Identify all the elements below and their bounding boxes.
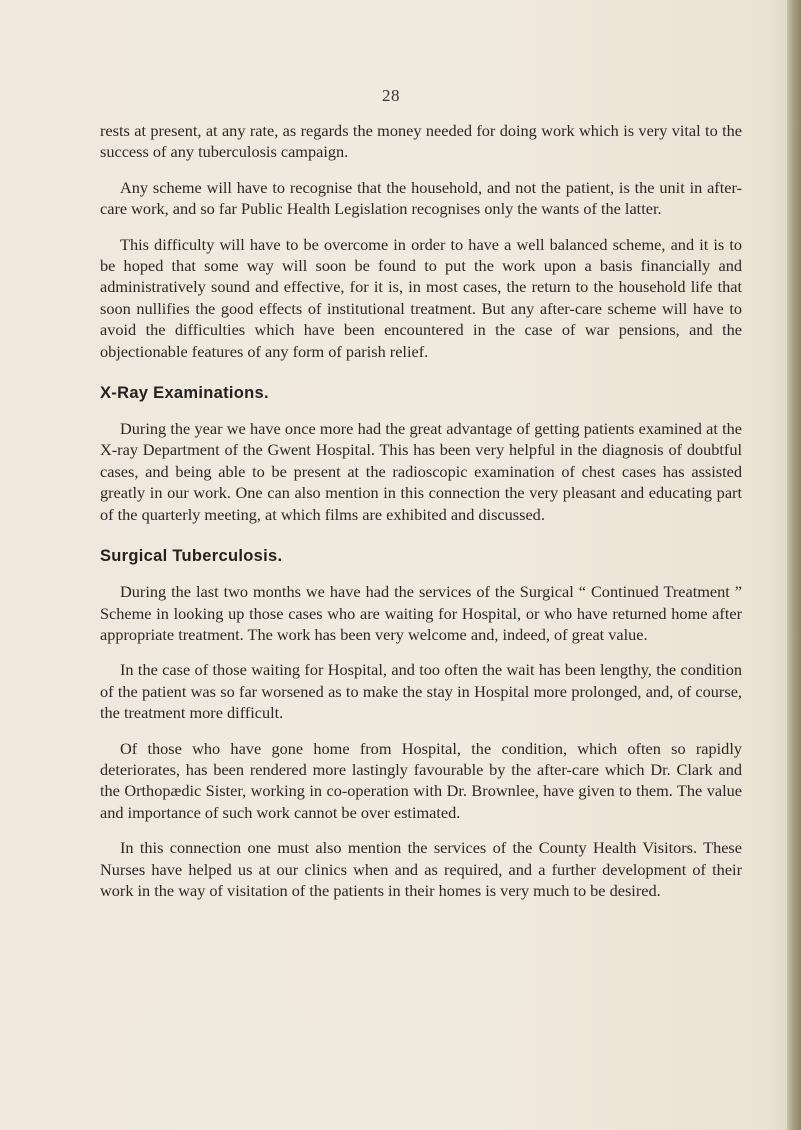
paragraph-xray: During the year we have once more had the great advantage of getting patients examined at the X-ray Department of the Gwent Hospital. This has been very helpful in the diagnosis of doubtful cases, and being able to be present at the radioscopic examination of chest cases has assisted greatly in our work. One can also mention in this connection the very pleasant and educating part of the quarterly meeting, at which films are exhibited and discussed. bbox=[100, 419, 742, 524]
paragraph-surgical-2: In the case of those waiting for Hospital, and too often the wait has been lengthy, the condition of the patient was so far worsened as to make the stay in Hospital more prolonged, and, of course, the treatment more difficult. bbox=[100, 660, 742, 723]
page-edge bbox=[787, 0, 801, 1130]
paragraph-household: Any scheme will have to recognise that the household, and not the patient, is the unit in after-care work, and so far Public Health Legislation recognises only the wants of the latter. bbox=[100, 177, 742, 219]
paragraph-continued: rests at present, at any rate, as regards the money needed for doing work which is very vital to the success of any tuberculosis campaign. bbox=[100, 121, 742, 162]
paragraph-difficulty: This difficulty will have to be overcome in order to have a well balanced scheme, and it is to be hoped that some way will soon be found to put the work upon a basis financially and administratively sound and effective, for it is, in most cases, the return to the household life that soon nullifies the good effects of institutional treatment. But any after-care scheme will have to avoid the difficulties which have been encountered in the case of war pensions, and the objectionable features of any form of parish relief. bbox=[100, 234, 742, 361]
heading-surgical: Surgical Tuberculosis. bbox=[100, 547, 283, 566]
paragraph-surgical-4: In this connection one must also mention the services of the County Health Visitors. These Nurses have helped us at our clinics when and as required, and a further development of their work in the way of visitation of the patients in their homes is very much to be desired. bbox=[100, 838, 742, 900]
page-content bbox=[100, 120, 742, 901]
page-number: 28 bbox=[382, 86, 400, 105]
paragraph-surgical-3: Of those who have gone home from Hospital, the condition, which often so rapidly deteriorates, has been rendered more lastingly favourable by the after-care which Dr. Clark and the Orthopædic Sister, working in co-operation with Dr. Brownlee, have given to them. The value and importance of such work cannot be over estimated. bbox=[100, 738, 742, 822]
heading-xray: X-Ray Examinations. bbox=[100, 384, 269, 403]
paragraph-surgical-1: During the last two months we have had the services of the Surgical “ Continued Treatment ” Scheme in looking up those cases who are waiting for Hospital, or who have returned home after appropriate treatment. The work has been very welcome and, indeed, of great value. bbox=[100, 582, 742, 644]
